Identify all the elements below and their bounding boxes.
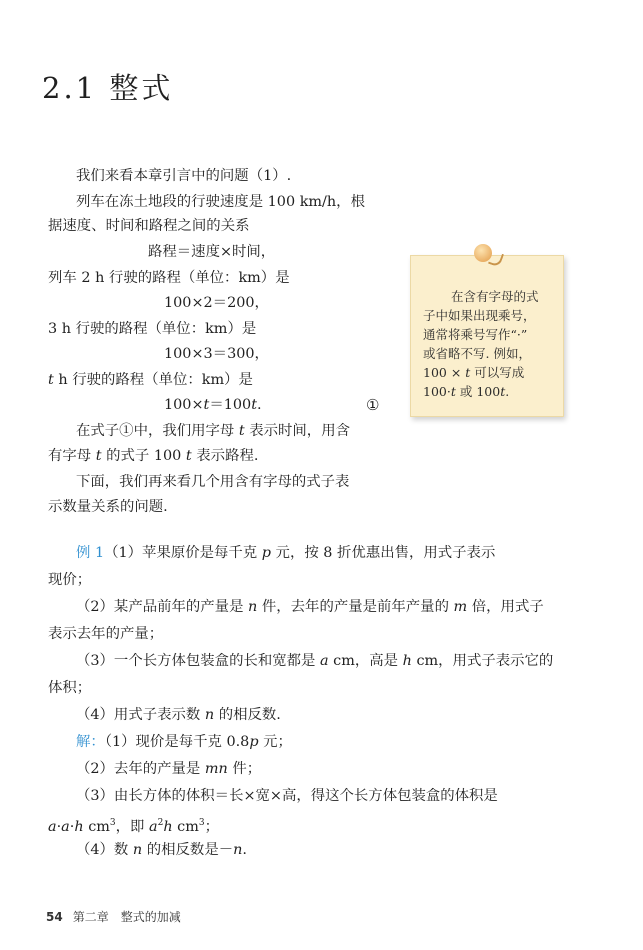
note-line: 100·t 或 100t. [423,384,510,399]
intro-line: 我们来看本章引言中的问题（1）. [76,168,292,184]
intro-line: 有字母 t 的式子 100 t 表示路程. [48,448,259,464]
solution-line: （2）去年的产量是 mn 件； [76,761,262,777]
example-line: （3）一个长方体包装盒的长和宽都是 a cm，高是 h cm，用式子表示它的 [76,653,554,669]
formula-line: 100×t＝100t. [164,397,262,413]
section-title: 2.1 整式 [42,71,174,105]
intro-line: 在式子①中，我们用字母 t 表示时间，用含 [76,423,350,439]
solution-line: （4）数 n 的相反数是－n. [76,842,247,858]
page-footer [46,908,181,925]
intro-line: 示数量关系的问题. [48,499,168,515]
formula-line: 100×3＝300， [164,346,269,362]
page-number: 54 [46,910,63,924]
note-line: 通常将乘号写作“·” [423,327,528,342]
note-line: 子中如果出现乘号， [423,308,536,323]
example-line: 表示去年的产量； [48,626,164,642]
intro-line: 列车 2 h 行驶的路程（单位：km）是 [48,270,290,286]
intro-line: 下面，我们再来看几个用含有字母的式子表 [76,474,350,490]
example-line: 例 1（1）苹果原价是每千克 p 元，按 8 折优惠出售，用式子表示 [76,545,496,561]
example-line: （4）用式子表示数 n 的相反数. [76,707,281,723]
intro-line: 列车在冻土地段的行驶速度是 100 km/h，根 [76,194,365,210]
intro-line: 3 h 行驶的路程（单位：km）是 [48,321,257,337]
intro-line: t h 行驶的路程（单位：km）是 [48,372,253,388]
example-line: （2）某产品前年的产量是 n 件，去年的产量是前年产量的 m 倍，用式子 [76,599,544,615]
chapter-title: 第二章 整式的加减 [72,910,181,924]
formula-line: 100×2＝200， [164,295,269,311]
note-line: 在含有字母的式 [451,289,539,304]
intro-line: 据速度、时间和路程之间的关系 [48,218,250,234]
solution-line: 解：（1）现价是每千克 0.8p 元； [76,734,292,750]
example-label: 例 1 [76,545,105,561]
solution-label: 解： [76,734,105,750]
note-line: 100 × t 可以写成 [423,365,525,380]
example-line: 现价； [48,572,92,588]
example-line: 体积； [48,680,92,696]
solution-line: （3）由长方体的体积＝长×宽×高，得这个长方体包装盒的体积是 [76,788,498,804]
solution-line: a·a·h $cm^3$，即 $a^2h$ $cm^3$； [48,818,220,835]
note-line: 或省略不写. 例如， [423,346,531,361]
sticky-note [410,255,564,417]
equation-marker: ① [366,396,380,414]
formula-line: 路程＝速度×时间， [148,244,276,260]
